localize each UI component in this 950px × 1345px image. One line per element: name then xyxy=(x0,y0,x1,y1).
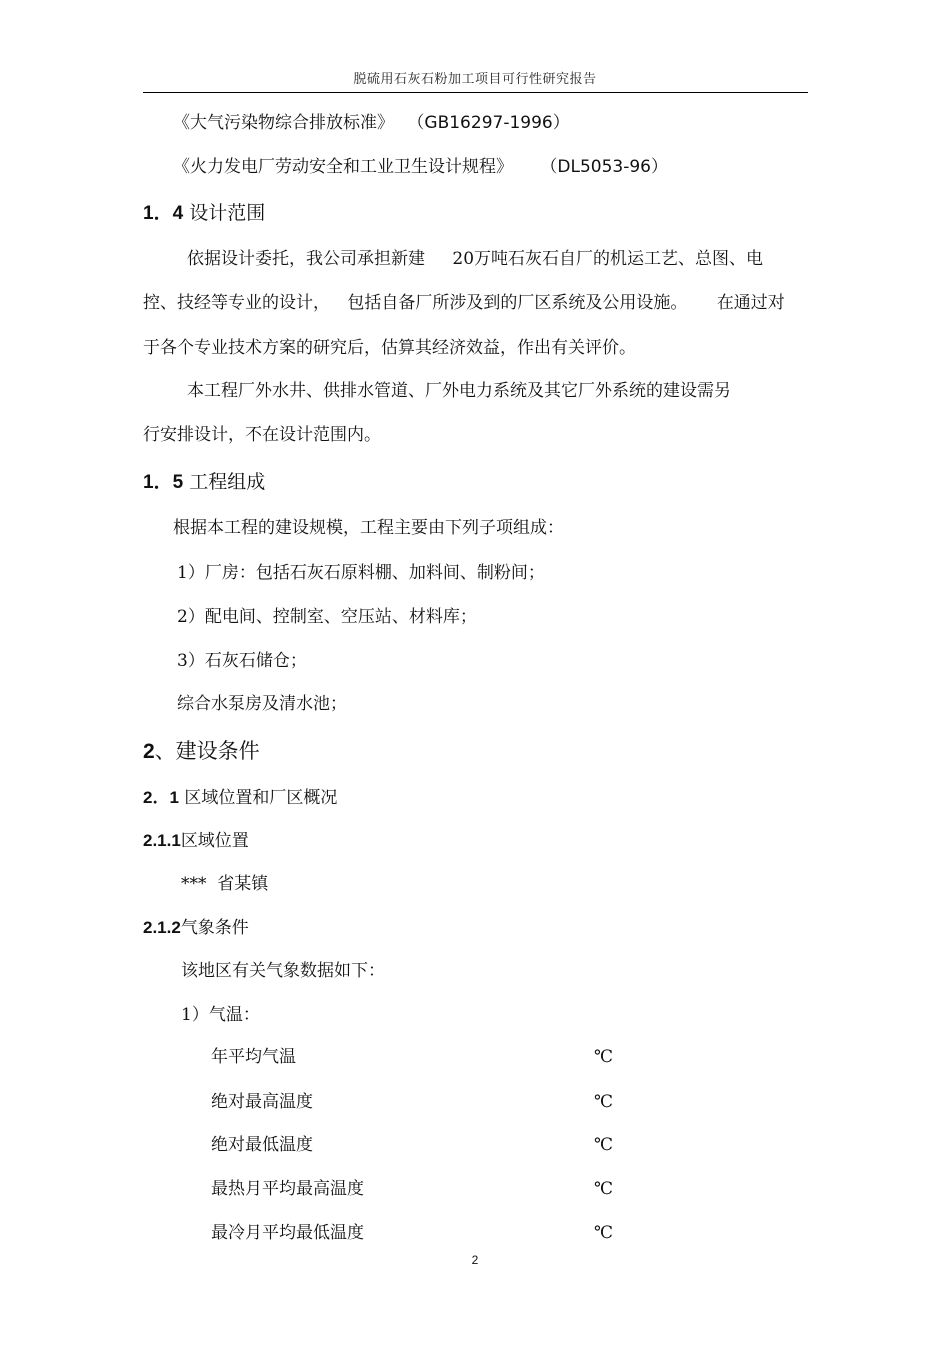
section-number: 2.1.1 xyxy=(143,831,181,850)
section-heading-1-4 xyxy=(143,204,265,223)
standard-line-1 xyxy=(173,115,570,132)
climate-row-label: 年平均气温 xyxy=(211,1047,296,1067)
section-title: 区域位置 xyxy=(180,831,249,851)
section-number: 2 xyxy=(143,740,155,763)
paragraph-line xyxy=(143,295,785,312)
climate-row-unit: ℃ xyxy=(594,1092,614,1112)
section-title: 、建设条件 xyxy=(154,739,260,763)
text-run: 20万吨石灰石自厂的机运工艺、总图、电 xyxy=(452,249,764,269)
section-number: 2.1.2 xyxy=(143,918,181,937)
standard-line-2 xyxy=(173,159,668,176)
paragraph-line: 行安排设计，不在设计范围内。 xyxy=(143,425,381,445)
list-item: 3）石灰石储仓； xyxy=(177,651,307,671)
section-heading-2-1-1 xyxy=(143,832,249,850)
list-item: 2）配电间、控制室、空压站、材料库； xyxy=(177,607,477,627)
section-number: 1．4 xyxy=(143,203,184,224)
standard-name: 《火力发电厂劳动安全和工业卫生设计规程》 xyxy=(173,157,513,177)
text-run: 控、技经等专业的设计， xyxy=(143,293,330,313)
paragraph-line: 根据本工程的建设规模，工程主要由下列子项组成： xyxy=(173,518,564,538)
section-title: 气象条件 xyxy=(180,918,249,938)
standard-code: （DL5053-96） xyxy=(540,157,668,177)
paragraph-line: 本工程厂外水井、供排水管道、厂外电力系统及其它厂外系统的建设需另 xyxy=(187,381,731,401)
chapter-heading-2 xyxy=(143,741,260,762)
page-number: 2 xyxy=(471,1253,479,1267)
running-header: 脱硫用石灰石粉加工项目可行性研究报告 xyxy=(353,72,597,87)
climate-row-label: 绝对最高温度 xyxy=(211,1092,313,1112)
climate-row-unit: ℃ xyxy=(594,1179,614,1199)
section-title: 设计范围 xyxy=(189,202,266,224)
header-divider xyxy=(143,92,808,93)
climate-row-label: 绝对最低温度 xyxy=(211,1135,313,1155)
climate-row-unit: ℃ xyxy=(594,1047,614,1067)
section-heading-1-5 xyxy=(143,473,265,492)
climate-row-label: 最冷月平均最低温度 xyxy=(211,1223,364,1243)
list-item: 综合水泵房及清水池； xyxy=(177,694,347,714)
paragraph-line xyxy=(187,251,763,268)
paragraph-line: 于各个专业技术方案的研究后，估算其经济效益，作出有关评价。 xyxy=(143,338,636,358)
sub-heading: 1）气温： xyxy=(181,1005,260,1025)
section-title: 工程组成 xyxy=(189,471,266,493)
standard-code: （GB16297-1996） xyxy=(407,113,570,133)
climate-row-unit: ℃ xyxy=(594,1223,614,1243)
text-run: 包括自备厂所涉及到的厂区系统及公用设施。 xyxy=(347,293,688,313)
climate-row-label: 最热月平均最高温度 xyxy=(211,1179,364,1199)
climate-row-unit: ℃ xyxy=(594,1135,614,1155)
paragraph-line: 该地区有关气象数据如下： xyxy=(181,961,385,981)
text-run: 依据设计委托，我公司承担新建 xyxy=(187,249,425,269)
section-number: 1．5 xyxy=(143,472,184,493)
section-heading-2-1-2 xyxy=(143,919,249,937)
location-text: *** 省某镇 xyxy=(181,874,269,894)
section-heading-2-1 xyxy=(143,789,337,807)
standard-name: 《大气污染物综合排放标准》 xyxy=(173,113,394,133)
text-run: 在通过对 xyxy=(716,293,785,313)
section-number: 2．1 xyxy=(143,788,179,807)
list-item: 1）厂房：包括石灰石原料棚、加料间、制粉间； xyxy=(177,563,545,583)
section-title: 区域位置和厂区概况 xyxy=(184,788,338,808)
